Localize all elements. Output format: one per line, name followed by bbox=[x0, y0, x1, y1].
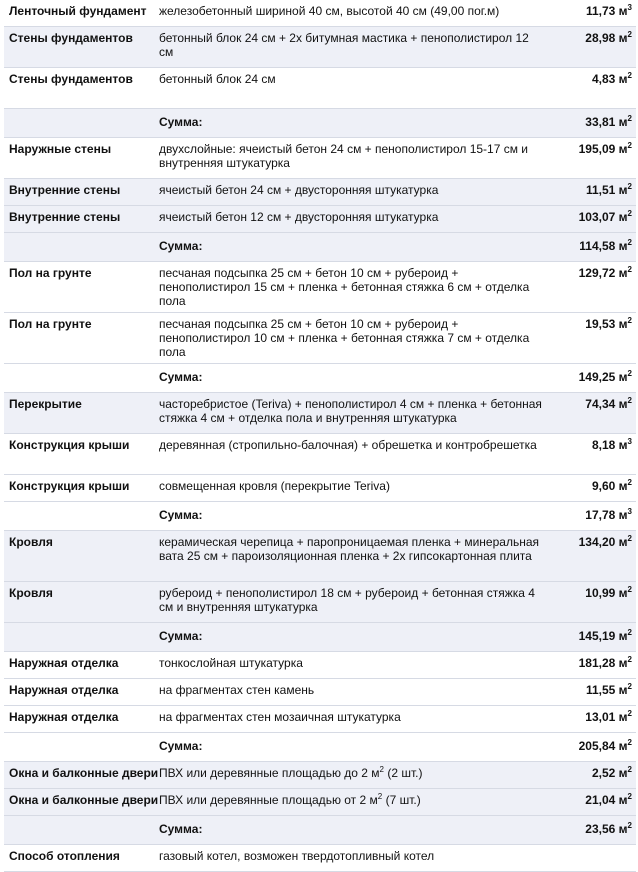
element-name: Ленточный фундамент bbox=[4, 0, 154, 27]
sum-label: Сумма: bbox=[154, 733, 549, 762]
element-description: тонкослойная штукатурка bbox=[154, 652, 549, 679]
element-name: Кровля bbox=[4, 582, 154, 623]
value-number: 8,18 bbox=[591, 438, 616, 452]
description-tail: (7 шт.) bbox=[382, 793, 421, 807]
element-name: Конструкция крыши bbox=[4, 434, 154, 475]
table-row bbox=[4, 313, 636, 364]
value-unit: м bbox=[618, 4, 628, 18]
value-number: 2,52 bbox=[591, 766, 616, 780]
element-value bbox=[549, 679, 636, 706]
sum-row bbox=[4, 109, 636, 138]
value-number: 17,78 bbox=[585, 508, 616, 522]
value-exponent: 2 bbox=[627, 765, 632, 774]
value-exponent: 2 bbox=[627, 316, 632, 325]
description-text: ПВХ или деревянные площадью от 2 м bbox=[159, 793, 378, 807]
value-number: 149,25 bbox=[578, 370, 616, 384]
element-name: Внутренние стены bbox=[4, 179, 154, 206]
sum-label: Сумма: bbox=[154, 364, 549, 393]
element-name: Кровля bbox=[4, 531, 154, 582]
table-row bbox=[4, 68, 636, 109]
element-name bbox=[4, 623, 154, 652]
table-row bbox=[4, 845, 636, 872]
table-row bbox=[4, 138, 636, 179]
value-exponent: 2 bbox=[627, 238, 632, 247]
element-description bbox=[154, 762, 549, 789]
value-exponent: 2 bbox=[627, 182, 632, 191]
description-text: ПВХ или деревянные площадью до 2 м bbox=[159, 766, 380, 780]
value-exponent: 2 bbox=[627, 792, 632, 801]
value-unit: м bbox=[618, 31, 628, 45]
element-value bbox=[549, 0, 636, 27]
value-unit: м bbox=[618, 710, 628, 724]
value-unit: м bbox=[618, 397, 628, 411]
sum-value bbox=[549, 733, 636, 762]
sum-label: Сумма: bbox=[154, 233, 549, 262]
element-description: совмещенная кровля (перекрытие Teriva) bbox=[154, 475, 549, 502]
value-unit: м bbox=[618, 438, 628, 452]
description-exponent: 2 bbox=[377, 792, 383, 801]
element-value bbox=[549, 531, 636, 582]
element-value bbox=[549, 313, 636, 364]
value-exponent: 3 bbox=[627, 437, 632, 446]
value-number: 9,60 bbox=[591, 479, 616, 493]
table-row bbox=[4, 706, 636, 733]
element-value bbox=[549, 262, 636, 313]
value-number: 11,55 bbox=[585, 683, 616, 697]
value-exponent: 3 bbox=[627, 3, 632, 12]
value-unit: м bbox=[618, 317, 628, 331]
element-name bbox=[4, 733, 154, 762]
value-exponent: 2 bbox=[627, 821, 632, 830]
element-description: песчаная подсыпка 25 см + бетон 10 см + рубероид + пенополистирол 15 см + пленка + бетонная стяжка 6 см + отделка пола bbox=[154, 262, 549, 313]
value-number: 28,98 bbox=[585, 31, 616, 45]
value-number: 10,99 bbox=[585, 586, 616, 600]
element-description: керамическая черепица + паропроницаемая пленка + минеральная вата 25 см + пароизоляционная пленка + 2х гипсокартонная плита bbox=[154, 531, 549, 582]
sum-row bbox=[4, 623, 636, 652]
sum-row bbox=[4, 502, 636, 531]
element-value bbox=[549, 206, 636, 233]
sum-value bbox=[549, 623, 636, 652]
value-exponent: 3 bbox=[627, 507, 632, 516]
value-unit: м bbox=[618, 766, 628, 780]
element-name: Конструкция крыши bbox=[4, 475, 154, 502]
element-description: двухслойные: ячеистый бетон 24 см + пенополистирол 15-17 см и внутренняя штукатурка bbox=[154, 138, 549, 179]
sum-row bbox=[4, 733, 636, 762]
value-number: 195,09 bbox=[578, 142, 616, 156]
value-number: 74,34 bbox=[585, 397, 616, 411]
element-value bbox=[549, 762, 636, 789]
table-row bbox=[4, 762, 636, 789]
value-number: 21,04 bbox=[585, 793, 616, 807]
element-name: Стены фундаментов bbox=[4, 68, 154, 109]
value-number: 134,20 bbox=[578, 535, 616, 549]
value-unit: м bbox=[618, 739, 628, 753]
element-value bbox=[549, 434, 636, 475]
element-name: Пол на грунте bbox=[4, 313, 154, 364]
value-exponent: 2 bbox=[627, 738, 632, 747]
element-description: часторебристое (Teriva) + пенополистирол 4 см + пленка + бетонная стяжка 4 см + отделка пола и внутренняя штукатурка bbox=[154, 393, 549, 434]
value-exponent: 2 bbox=[627, 628, 632, 637]
value-number: 114,58 bbox=[579, 239, 616, 253]
value-exponent: 2 bbox=[627, 30, 632, 39]
table-row bbox=[4, 434, 636, 475]
element-description: газовый котел, возможен твердотопливный котел bbox=[154, 845, 549, 872]
value-exponent: 2 bbox=[627, 369, 632, 378]
value-number: 145,19 bbox=[578, 629, 616, 643]
element-value bbox=[549, 789, 636, 816]
element-name: Стены фундаментов bbox=[4, 27, 154, 68]
value-unit: м bbox=[618, 142, 628, 156]
value-unit: м bbox=[618, 72, 628, 86]
element-value bbox=[549, 27, 636, 68]
value-unit: м bbox=[618, 586, 628, 600]
value-exponent: 2 bbox=[627, 682, 632, 691]
value-unit: м bbox=[618, 370, 628, 384]
element-description: ячеистый бетон 24 см + двусторонняя штукатурка bbox=[154, 179, 549, 206]
element-description bbox=[154, 789, 549, 816]
table-row bbox=[4, 475, 636, 502]
element-name bbox=[4, 364, 154, 393]
sum-value bbox=[549, 502, 636, 531]
sum-value bbox=[549, 109, 636, 138]
value-unit: м bbox=[618, 479, 628, 493]
value-number: 11,73 bbox=[585, 4, 616, 18]
element-value bbox=[549, 706, 636, 733]
value-exponent: 2 bbox=[627, 141, 632, 150]
value-exponent: 2 bbox=[627, 709, 632, 718]
value-exponent: 2 bbox=[627, 585, 632, 594]
sum-row bbox=[4, 233, 636, 262]
table-row bbox=[4, 582, 636, 623]
value-number: 13,01 bbox=[585, 710, 616, 724]
value-number: 181,28 bbox=[578, 656, 616, 670]
element-description: на фрагментах стен камень bbox=[154, 679, 549, 706]
element-description: песчаная подсыпка 25 см + бетон 10 см + рубероид + пенополистирол 10 см + пленка + бетонная стяжка 7 см + отделка пола bbox=[154, 313, 549, 364]
element-description: рубероид + пенополистирол 18 см + рубероид + бетонная стяжка 4 см и внутренняя штукатурка bbox=[154, 582, 549, 623]
element-description: бетонный блок 24 см bbox=[154, 68, 549, 109]
value-number: 11,51 bbox=[585, 183, 616, 197]
element-value bbox=[549, 68, 636, 109]
element-description: бетонный блок 24 см + 2х битумная мастика + пенополистирол 12 см bbox=[154, 27, 549, 68]
value-unit: м bbox=[618, 183, 628, 197]
description-tail: (2 шт.) bbox=[384, 766, 423, 780]
value-number: 19,53 bbox=[585, 317, 616, 331]
value-unit: м bbox=[618, 822, 628, 836]
table-row bbox=[4, 0, 636, 27]
value-number: 23,56 bbox=[585, 822, 616, 836]
table-row bbox=[4, 206, 636, 233]
element-value bbox=[549, 138, 636, 179]
sum-label: Сумма: bbox=[154, 623, 549, 652]
value-exponent: 2 bbox=[627, 114, 632, 123]
element-value bbox=[549, 179, 636, 206]
value-exponent: 2 bbox=[627, 534, 632, 543]
element-name: Окна и балконные двери bbox=[4, 789, 154, 816]
element-description: ячеистый бетон 12 см + двусторонняя штукатурка bbox=[154, 206, 549, 233]
element-description: на фрагментах стен мозаичная штукатурка bbox=[154, 706, 549, 733]
element-value bbox=[549, 393, 636, 434]
value-unit: м bbox=[618, 508, 628, 522]
element-name: Пол на грунте bbox=[4, 262, 154, 313]
value-exponent: 2 bbox=[627, 265, 632, 274]
table-row bbox=[4, 531, 636, 582]
table-row bbox=[4, 262, 636, 313]
value-number: 103,07 bbox=[578, 210, 616, 224]
value-unit: м bbox=[618, 210, 628, 224]
value-unit: м bbox=[618, 793, 628, 807]
value-unit: м bbox=[618, 239, 628, 253]
element-name: Наружные стены bbox=[4, 138, 154, 179]
element-name: Наружная отделка bbox=[4, 706, 154, 733]
value-number: 4,83 bbox=[591, 72, 616, 86]
element-name bbox=[4, 109, 154, 138]
table-row bbox=[4, 652, 636, 679]
element-name: Наружная отделка bbox=[4, 679, 154, 706]
value-number: 205,84 bbox=[578, 739, 616, 753]
value-unit: м bbox=[618, 266, 628, 280]
value-exponent: 2 bbox=[627, 209, 632, 218]
value-exponent: 2 bbox=[627, 396, 632, 405]
element-name: Наружная отделка bbox=[4, 652, 154, 679]
table-row bbox=[4, 393, 636, 434]
value-unit: м bbox=[618, 656, 628, 670]
value-exponent: 2 bbox=[627, 655, 632, 664]
sum-label: Сумма: bbox=[154, 816, 549, 845]
element-name: Перекрытие bbox=[4, 393, 154, 434]
value-number: 33,81 bbox=[585, 115, 616, 129]
element-value bbox=[549, 652, 636, 679]
sum-label: Сумма: bbox=[154, 502, 549, 531]
element-description: железобетонный шириной 40 см, высотой 40 см (49,00 пог.м) bbox=[154, 0, 549, 27]
sum-value bbox=[549, 364, 636, 393]
value-number: 129,72 bbox=[578, 266, 616, 280]
value-exponent: 2 bbox=[627, 478, 632, 487]
element-value bbox=[549, 845, 636, 872]
value-unit: м bbox=[618, 629, 628, 643]
value-unit: м bbox=[618, 535, 628, 549]
value-unit: м bbox=[618, 115, 628, 129]
table-row bbox=[4, 27, 636, 68]
element-name: Способ отопления bbox=[4, 845, 154, 872]
element-name bbox=[4, 233, 154, 262]
sum-row bbox=[4, 364, 636, 393]
spec-table-body bbox=[4, 0, 636, 872]
table-row bbox=[4, 179, 636, 206]
description-exponent: 2 bbox=[379, 765, 384, 774]
value-unit: м bbox=[618, 683, 628, 697]
table-row bbox=[4, 679, 636, 706]
value-exponent: 2 bbox=[627, 71, 632, 80]
sum-value bbox=[549, 233, 636, 262]
element-name bbox=[4, 502, 154, 531]
sum-label: Сумма: bbox=[154, 109, 549, 138]
element-value bbox=[549, 582, 636, 623]
table-row bbox=[4, 789, 636, 816]
building-spec-table bbox=[4, 0, 636, 872]
element-description: деревянная (стропильно-балочная) + обрешетка и контробрешетка bbox=[154, 434, 549, 475]
element-name: Окна и балконные двери bbox=[4, 762, 154, 789]
element-value bbox=[549, 475, 636, 502]
element-name: Внутренние стены bbox=[4, 206, 154, 233]
